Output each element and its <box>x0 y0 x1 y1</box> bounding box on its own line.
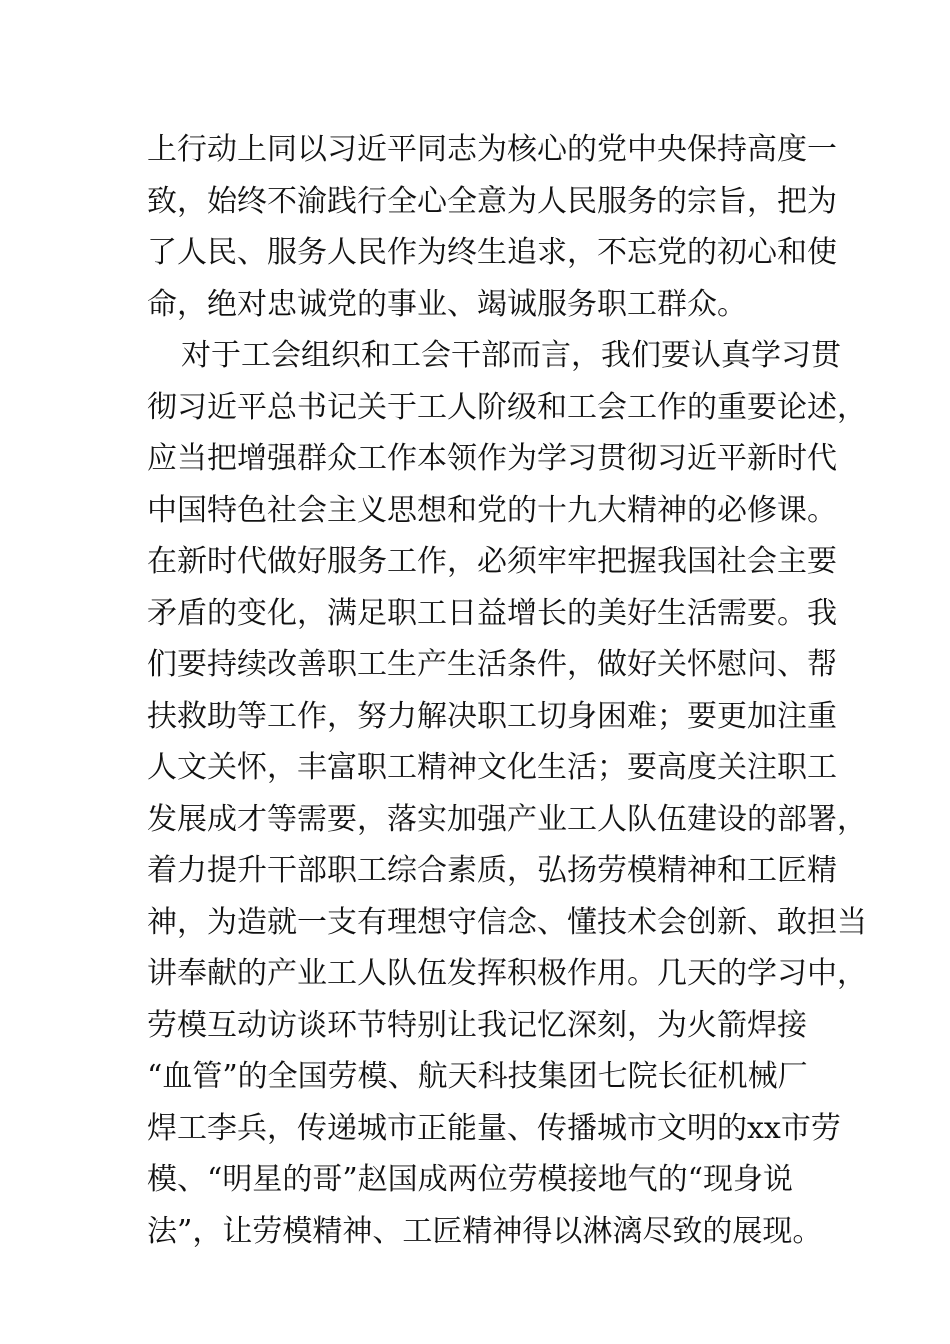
text-line: 中国特色社会主义思想和党的十九大精神的必修课。 <box>147 492 837 528</box>
text-line: 上行动上同以习近平同志为核心的党中央保持高度一 <box>147 132 837 167</box>
text-line: 讲奉献的产业工人队伍发挥积极作用。几天的学习中， <box>147 956 867 991</box>
text-line: 扶救助等工作，努力解决职工切身困难；要更加注重 <box>147 698 837 734</box>
text-line: 神，为造就一支有理想守信念、懂技术会创新、敢担当 <box>147 904 867 940</box>
document-body <box>147 124 867 1257</box>
text-line: 应当把增强群众工作本领作为学习贯彻习近平新时代 <box>147 441 837 476</box>
text-line: 法”，让劳模精神、工匠精神得以淋漓尽致的展现。 <box>147 1213 823 1249</box>
paragraph-first-line: 对于工会组织和工会干部而言，我们要认真学习贯 <box>181 338 841 373</box>
text-line: 人文关怀，丰富职工精神文化生活；要高度关注职工 <box>147 750 837 785</box>
text-line: 矛盾的变化，满足职工日益增长的美好生活需要。我 <box>147 595 837 631</box>
text-line: 模、“明星的哥”赵国成两位劳模接地气的“现身说 <box>147 1162 794 1197</box>
text-line: 彻习近平总书记关于工人阶级和工会工作的重要论述， <box>147 389 867 425</box>
text-line: 发展成才等需要，落实加强产业工人队伍建设的部署， <box>147 801 867 837</box>
text-line: 着力提升干部职工综合素质，弘扬劳模精神和工匠精 <box>147 853 837 888</box>
text-line: 们要持续改善职工生产生活条件，做好关怀慰问、帮 <box>147 647 837 682</box>
text-line: 命，绝对忠诚党的事业、竭诚服务职工群众。 <box>147 286 747 322</box>
text-line: 致，始终不渝践行全心全意为人民服务的宗旨，把为 <box>147 183 837 219</box>
text-line: 在新时代做好服务工作，必须牢牢把握我国社会主要 <box>147 544 837 579</box>
text-line: 了人民、服务人民作为终生追求，不忘党的初心和使 <box>147 235 837 270</box>
text-line: 焊工李兵，传递城市正能量、传播城市文明的xx市劳 <box>147 1110 841 1146</box>
text-line: 劳模互动访谈环节特别让我记忆深刻，为火箭焊接 <box>147 1007 807 1043</box>
text-line: “血管”的全国劳模、航天科技集团七院长征机械厂 <box>147 1059 808 1094</box>
